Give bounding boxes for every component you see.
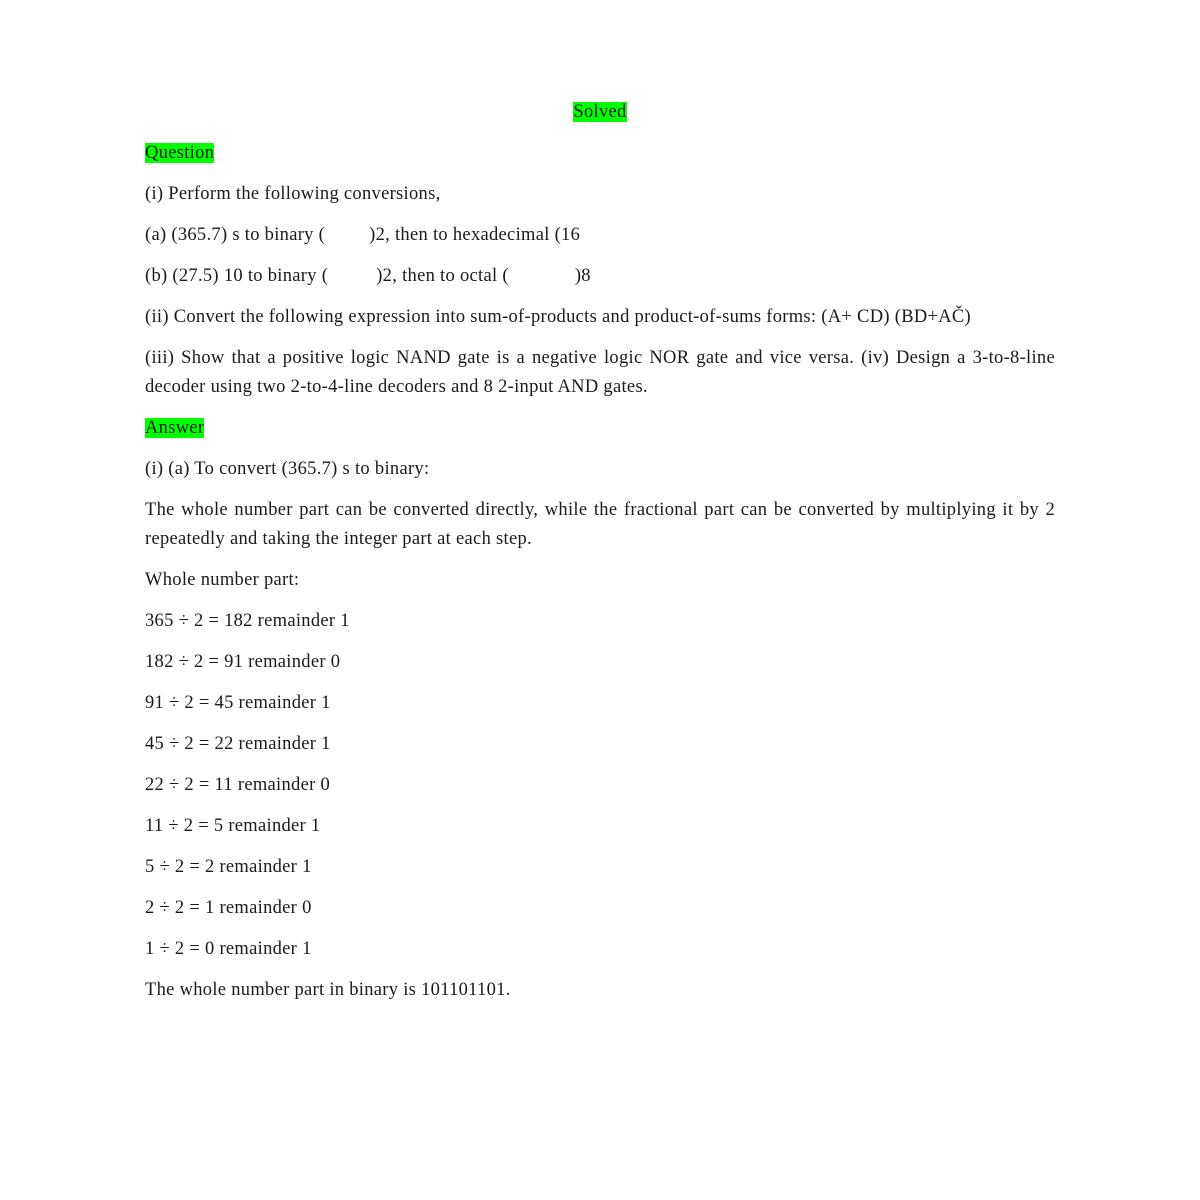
division-step: 365 ÷ 2 = 182 remainder 1 [145, 611, 350, 631]
question-part-b-end: )8 [574, 266, 591, 286]
page-title: Solved [573, 102, 627, 122]
answer-intro: (i) (a) To convert (365.7) s to binary: [145, 459, 430, 479]
question-part-b [145, 262, 1055, 291]
answer-heading: Answer [145, 418, 205, 438]
division-step: 1 ÷ 2 = 0 remainder 1 [145, 939, 312, 959]
question-part-b-start: (b) (27.5) 10 to binary ( [145, 266, 329, 286]
answer-heading-line [145, 414, 1055, 443]
question-part-b-middle: )2, then to octal ( [376, 266, 509, 286]
question-part-a-end: )2, then to hexadecimal (16 [369, 225, 581, 245]
question-heading-line [145, 139, 1055, 168]
question-part-a-start: (a) (365.7) s to binary ( [145, 225, 326, 245]
division-step: 91 ÷ 2 = 45 remainder 1 [145, 693, 331, 713]
division-step: 2 ÷ 2 = 1 remainder 0 [145, 898, 312, 918]
answer-explanation: The whole number part can be converted directly, while the fractional part can be converted by multiplying it by 2 repeatedly and taking the integer part at each step. [145, 500, 1055, 549]
whole-number-label: Whole number part: [145, 570, 300, 590]
division-step: 45 ÷ 2 = 22 remainder 1 [145, 734, 331, 754]
binary-result: The whole number part in binary is 101101101. [145, 980, 511, 1000]
division-step: 11 ÷ 2 = 5 remainder 1 [145, 816, 321, 836]
question-heading: Question [145, 143, 215, 163]
division-step: 5 ÷ 2 = 2 remainder 1 [145, 857, 312, 877]
division-step: 182 ÷ 2 = 91 remainder 0 [145, 652, 341, 672]
document-page [145, 98, 1055, 1017]
division-step: 22 ÷ 2 = 11 remainder 0 [145, 775, 331, 795]
title-line [145, 98, 1055, 127]
question-part-i: (i) Perform the following conversions, [145, 184, 441, 204]
question-part-ii: (ii) Convert the following expression into sum-of-products and product-of-sums forms: (A+ CD) (BD+AČ) [145, 307, 971, 327]
question-part-a [145, 221, 1055, 250]
question-part-iii: (iii) Show that a positive logic NAND gate is a negative logic NOR gate and vice versa. (iv) Design a 3-to-8-line decoder using two 2-to-4-line decoders and 8 2-input AND gates. [145, 348, 1055, 397]
